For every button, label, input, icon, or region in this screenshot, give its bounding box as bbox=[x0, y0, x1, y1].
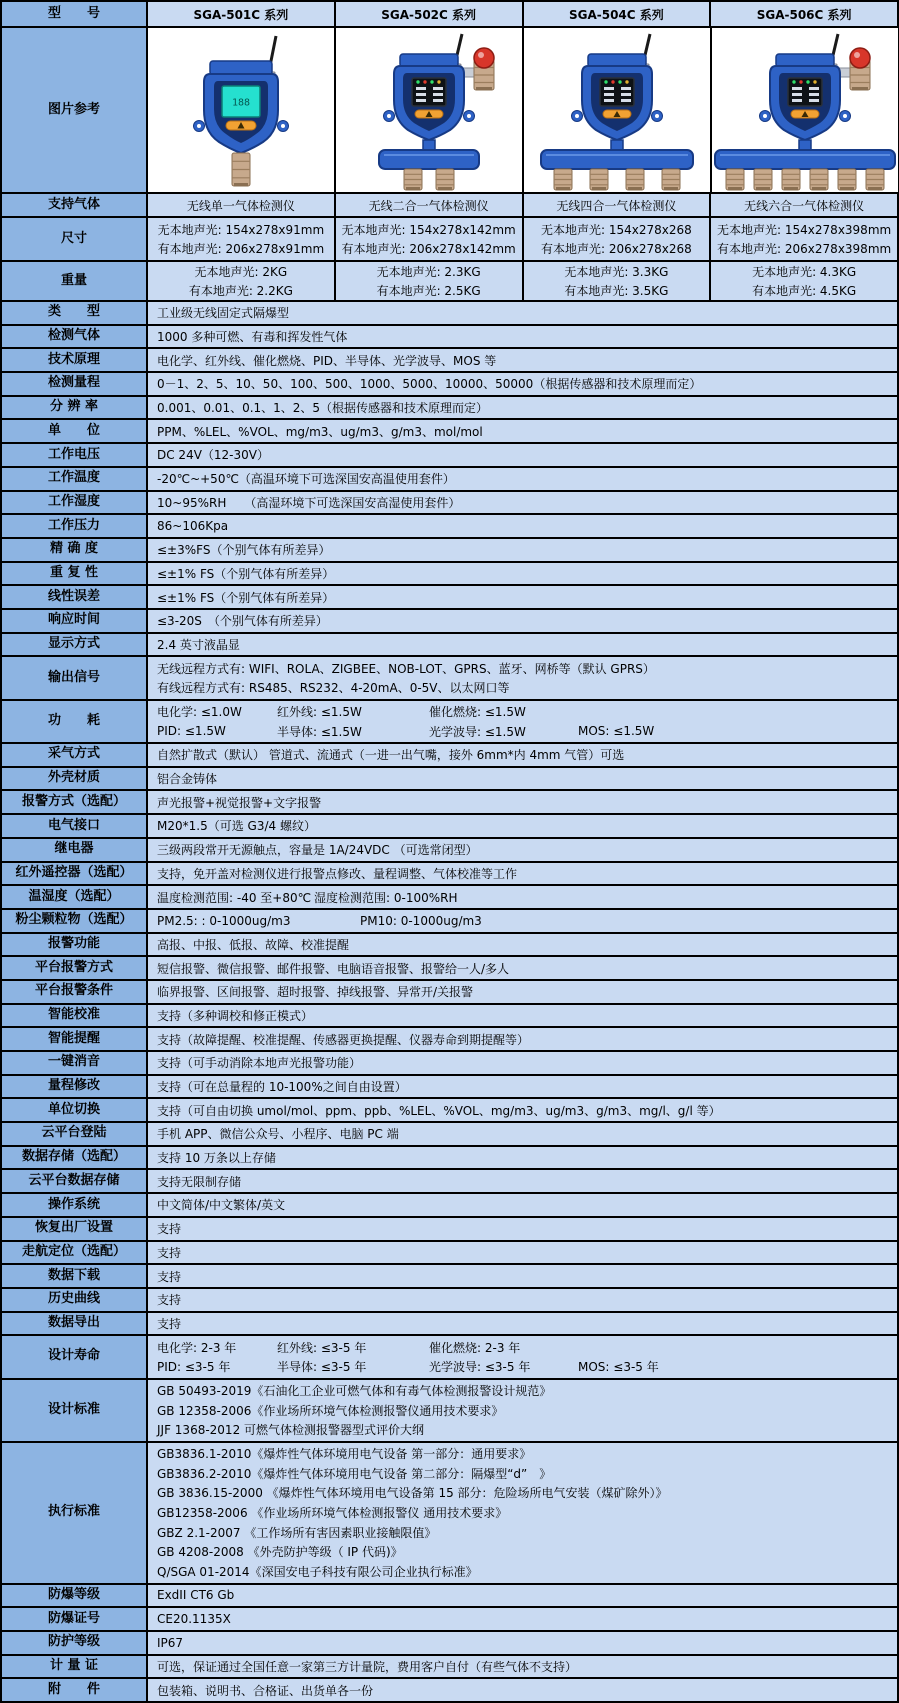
row-content bbox=[148, 1632, 897, 1654]
row-content bbox=[148, 1099, 897, 1121]
row-content bbox=[148, 373, 897, 395]
spec-text: 温度检测范围: -40 至+80℃ bbox=[157, 890, 312, 905]
spec-text: 光学波导: ≤3-5 年 bbox=[429, 1360, 531, 1375]
row-label: 检测量程 bbox=[2, 373, 148, 395]
spec-text: PM10: 0-1000ug/m3 bbox=[360, 913, 482, 928]
row-label: 继电器 bbox=[2, 839, 148, 861]
spec-row bbox=[2, 1632, 897, 1656]
spec-text: 湿度检测范围: 0-100%RH bbox=[314, 890, 458, 905]
row-label: 数据存储（选配） bbox=[2, 1147, 148, 1169]
spec-row bbox=[2, 744, 897, 768]
size-value: 无本地声光: 154x278x142mm 有本地声光: 206x278x142mm bbox=[336, 218, 524, 260]
row-label: 报警功能 bbox=[2, 934, 148, 956]
spec-row bbox=[2, 586, 897, 610]
spec-row bbox=[2, 302, 897, 326]
row-content bbox=[148, 539, 897, 561]
spec-row bbox=[2, 1289, 897, 1313]
spec-row bbox=[2, 981, 897, 1005]
model-name-sga-504c: SGA-504C 系列 bbox=[524, 2, 712, 26]
spec-text: 支持（可自由切换 umol/mol、ppm、ppb、%LEL、%VOL、mg/m3、ug/m3、g/m3、mg/l、g/l 等） bbox=[157, 1103, 721, 1118]
spec-text: 无线远程方式有: WIFI、ROLA、ZIGBEE、NOB-LOT、GPRS、蓝牙、网桥等（默认 GPRS） bbox=[157, 661, 655, 676]
spec-row bbox=[2, 1076, 897, 1100]
row-content bbox=[148, 1242, 897, 1264]
spec-text: 催化燃烧: 2-3 年 bbox=[429, 1340, 521, 1355]
support-value: 无线六合一气体检测仪 bbox=[711, 194, 897, 216]
spec-row bbox=[2, 1194, 897, 1218]
spec-text: 电化学: ≤1.0W bbox=[157, 705, 242, 720]
spec-text: PID: ≤1.5W bbox=[157, 724, 226, 739]
row-label: 防爆等级 bbox=[2, 1585, 148, 1607]
spec-row bbox=[2, 1028, 897, 1052]
spec-text: 电化学: 2-3 年 bbox=[157, 1340, 237, 1355]
spec-row bbox=[2, 492, 897, 516]
spec-text: 手机 APP、微信公众号、小程序、电脑 PC 端 bbox=[157, 1127, 399, 1142]
spec-text: M20*1.5（可选 G3/4 螺纹） bbox=[157, 819, 316, 834]
row-content bbox=[148, 815, 897, 837]
row-content bbox=[148, 1028, 897, 1050]
row-label: 执行标准 bbox=[2, 1443, 148, 1583]
spec-row bbox=[2, 444, 897, 468]
row-content bbox=[148, 981, 897, 1003]
row-label: 走航定位（选配） bbox=[2, 1242, 148, 1264]
spec-text: 声光报警+视觉报警+文字报警 bbox=[157, 795, 322, 810]
spec-row bbox=[2, 397, 897, 421]
spec-text: 2.4 英寸液晶显 bbox=[157, 637, 240, 652]
size-row bbox=[2, 218, 897, 262]
row-label: 分 辨 率 bbox=[2, 397, 148, 419]
device-image-sga-501c bbox=[148, 28, 336, 192]
row-content bbox=[148, 957, 897, 979]
row-label: 工作湿度 bbox=[2, 492, 148, 514]
spec-row bbox=[2, 815, 897, 839]
spec-text: IP67 bbox=[157, 1635, 184, 1650]
row-label: 技术原理 bbox=[2, 349, 148, 371]
spec-row bbox=[2, 563, 897, 587]
row-label: 量程修改 bbox=[2, 1076, 148, 1098]
row-content bbox=[148, 397, 897, 419]
spec-text: GB 4208-2008 《外壳防护等级（ IP 代码)》 bbox=[157, 1545, 403, 1560]
spec-text: PID: ≤3-5 年 bbox=[157, 1360, 231, 1375]
spec-text: 中文简体/中文繁体/英文 bbox=[157, 1198, 286, 1213]
row-content bbox=[148, 934, 897, 956]
row-content bbox=[148, 444, 897, 466]
spec-text: 半导体: ≤3-5 年 bbox=[277, 1360, 367, 1375]
spec-text: 三级两段常开无源触点，容量是 1A/24VDC （可选常闭型） bbox=[157, 843, 478, 858]
spec-row bbox=[2, 701, 897, 744]
row-label: 操作系统 bbox=[2, 1194, 148, 1216]
size-value: 无本地声光: 154x278x91mm 有本地声光: 206x278x91mm bbox=[148, 218, 336, 260]
spec-row bbox=[2, 1147, 897, 1171]
row-label: 历史曲线 bbox=[2, 1289, 148, 1311]
spec-text: ≤3-20S （个别气体有所差异） bbox=[157, 614, 328, 629]
spec-row bbox=[2, 349, 897, 373]
row-label: 平台报警方式 bbox=[2, 957, 148, 979]
spec-text: GB 50493-2019《石油化工企业可燃气体和有毒气体检测报警设计规范》 bbox=[157, 1383, 552, 1398]
row-content bbox=[148, 349, 897, 371]
spec-text: 有线远程方式有: RS485、RS232、4-20mA、0-5V、以太网口等 bbox=[157, 681, 510, 696]
supported-gas-row bbox=[2, 194, 897, 218]
spec-text: 可选，保证通过全国任意一家第三方计量院，费用客户自付（有些气体不支持） bbox=[157, 1659, 578, 1674]
spec-text: PPM、%LEL、%VOL、mg/m3、ug/m3、g/m3、mol/mol bbox=[157, 424, 483, 439]
row-label: 一键消音 bbox=[2, 1052, 148, 1074]
row-label: 平台报警条件 bbox=[2, 981, 148, 1003]
spec-text: 支持 bbox=[157, 1269, 182, 1284]
support-value: 无线四合一气体检测仪 bbox=[524, 194, 712, 216]
row-content bbox=[148, 839, 897, 861]
spec-text: 半导体: ≤1.5W bbox=[277, 724, 362, 739]
spec-text: ≤±3%FS（个别气体有所差异） bbox=[157, 543, 331, 558]
row-content bbox=[148, 1380, 897, 1441]
weight-value: 无本地声光: 3.3KG 有本地声光: 3.5KG bbox=[524, 262, 712, 300]
row-label: 数据导出 bbox=[2, 1313, 148, 1335]
row-content bbox=[148, 1147, 897, 1169]
spec-row bbox=[2, 1265, 897, 1289]
row-content bbox=[148, 1005, 897, 1027]
spec-row bbox=[2, 1679, 897, 1703]
row-content bbox=[148, 586, 897, 608]
row-label: 响应时间 bbox=[2, 610, 148, 632]
row-content bbox=[148, 1170, 897, 1192]
row-label: 红外遥控器（选配） bbox=[2, 863, 148, 885]
row-content bbox=[148, 1679, 897, 1701]
spec-row bbox=[2, 1608, 897, 1632]
spec-text: 短信报警、微信报警、邮件报警、电脑语音报警、报警给一人/多人 bbox=[157, 961, 510, 976]
spec-text: ≤±1% FS（个别气体有所差异） bbox=[157, 590, 335, 605]
row-content bbox=[148, 1123, 897, 1145]
device-image-sga-506c bbox=[712, 28, 898, 192]
image-reference-row bbox=[2, 28, 897, 194]
row-content bbox=[148, 610, 897, 632]
row-label: 粉尘颗粒物（选配） bbox=[2, 910, 148, 932]
row-content bbox=[148, 768, 897, 790]
spec-text: 高报、中报、低报、故障、校准提醒 bbox=[157, 937, 350, 952]
model-header-row bbox=[2, 2, 897, 28]
size-value: 无本地声光: 154x278x268 有本地声光: 206x278x268 bbox=[524, 218, 712, 260]
spec-row bbox=[2, 1123, 897, 1147]
row-content bbox=[148, 326, 897, 348]
row-content bbox=[148, 302, 897, 324]
spec-text: 支持 bbox=[157, 1293, 182, 1308]
row-content bbox=[148, 1313, 897, 1335]
spec-text: JJF 1368-2012 可燃气体检测报警器型式评价大纲 bbox=[157, 1423, 425, 1438]
row-label: 温湿度（选配） bbox=[2, 886, 148, 908]
row-content bbox=[148, 563, 897, 585]
spec-row bbox=[2, 957, 897, 981]
device-image-sga-502c bbox=[336, 28, 524, 192]
row-label-weight: 重量 bbox=[2, 262, 148, 300]
row-content bbox=[148, 791, 897, 813]
spec-text: 86~106Kpa bbox=[157, 519, 229, 534]
row-label: 计 量 证 bbox=[2, 1656, 148, 1678]
row-label: 云平台登陆 bbox=[2, 1123, 148, 1145]
row-label: 附 件 bbox=[2, 1679, 148, 1701]
spec-row bbox=[2, 839, 897, 863]
row-label: 设计标准 bbox=[2, 1380, 148, 1441]
row-label-support: 支持气体 bbox=[2, 194, 148, 216]
spec-row bbox=[2, 886, 897, 910]
row-label: 恢复出厂设置 bbox=[2, 1218, 148, 1240]
row-content bbox=[148, 657, 897, 698]
row-label: 防爆证号 bbox=[2, 1608, 148, 1630]
row-content bbox=[148, 1265, 897, 1287]
spec-text: GB 12358-2006《作业场所环境气体检测报警仪通用技术要求》 bbox=[157, 1403, 504, 1418]
spec-text: 支持 10 万条以上存储 bbox=[157, 1151, 276, 1166]
spec-row bbox=[2, 468, 897, 492]
row-label: 数据下载 bbox=[2, 1265, 148, 1287]
spec-text: 催化燃烧: ≤1.5W bbox=[429, 705, 526, 720]
spec-text: 0.001、0.01、0.1、1、2、5（根据传感器和技术原理而定） bbox=[157, 401, 489, 416]
spec-text: 支持（可手动消除本地声光报警功能） bbox=[157, 1056, 362, 1071]
row-label: 工作压力 bbox=[2, 515, 148, 537]
row-content bbox=[148, 1656, 897, 1678]
spec-row bbox=[2, 539, 897, 563]
row-label: 工作温度 bbox=[2, 468, 148, 490]
spec-row bbox=[2, 1585, 897, 1609]
model-name-sga-502c: SGA-502C 系列 bbox=[336, 2, 524, 26]
spec-row bbox=[2, 863, 897, 887]
row-content bbox=[148, 1585, 897, 1607]
spec-text: 支持（可在总量程的 10-100%之间自由设置） bbox=[157, 1080, 407, 1095]
row-content bbox=[148, 1443, 897, 1583]
weight-row bbox=[2, 262, 897, 302]
spec-text: GB3836.1-2010《爆炸性气体环境用电气设备 第一部分：通用要求》 bbox=[157, 1447, 532, 1462]
row-label: 报警方式（选配） bbox=[2, 791, 148, 813]
support-value: 无线二合一气体检测仪 bbox=[336, 194, 524, 216]
row-label: 防护等级 bbox=[2, 1632, 148, 1654]
row-content bbox=[148, 1194, 897, 1216]
spec-text: GB12358-2006 《作业场所环境气体检测报警仪 通用技术要求》 bbox=[157, 1506, 508, 1521]
row-label-size: 尺寸 bbox=[2, 218, 148, 260]
row-label: 外壳材质 bbox=[2, 768, 148, 790]
row-label-images: 图片参考 bbox=[2, 28, 148, 192]
row-content bbox=[148, 515, 897, 537]
row-content bbox=[148, 492, 897, 514]
row-content bbox=[148, 886, 897, 908]
spec-row bbox=[2, 1242, 897, 1266]
row-content bbox=[148, 863, 897, 885]
spec-text: GB 3836.15-2000 《爆炸性气体环境用电气设备第 15 部分：危险场所电气安装（煤矿除外）》 bbox=[157, 1486, 668, 1501]
spec-row bbox=[2, 1336, 897, 1379]
row-label: 智能校准 bbox=[2, 1005, 148, 1027]
row-content bbox=[148, 744, 897, 766]
spec-text: 0－1、2、5、10、50、100、500、1000、5000、10000、50000（根据传感器和技术原理而定） bbox=[157, 377, 702, 392]
row-label: 线性误差 bbox=[2, 586, 148, 608]
spec-text: GBZ 2.1-2007 《工作场所有害因素职业接触限值》 bbox=[157, 1525, 437, 1540]
spec-row bbox=[2, 934, 897, 958]
row-content bbox=[148, 420, 897, 442]
spec-row bbox=[2, 420, 897, 444]
spec-row bbox=[2, 1380, 897, 1443]
row-label: 显示方式 bbox=[2, 634, 148, 656]
spec-row bbox=[2, 1443, 897, 1585]
row-label: 云平台数据存储 bbox=[2, 1170, 148, 1192]
row-label: 工作电压 bbox=[2, 444, 148, 466]
row-content bbox=[148, 468, 897, 490]
support-value: 无线单一气体检测仪 bbox=[148, 194, 336, 216]
spec-text: 支持 bbox=[157, 1222, 182, 1237]
row-label: 精 确 度 bbox=[2, 539, 148, 561]
spec-text: 铝合金铸体 bbox=[157, 772, 218, 787]
spec-row bbox=[2, 610, 897, 634]
spec-row bbox=[2, 1218, 897, 1242]
spec-row bbox=[2, 515, 897, 539]
spec-text: CE20.1135X bbox=[157, 1612, 231, 1627]
spec-text: ≤±1% FS（个别气体有所差异） bbox=[157, 566, 335, 581]
spec-row bbox=[2, 1005, 897, 1029]
row-label-model: 型 号 bbox=[2, 2, 148, 26]
spec-text: PM2.5: : 0-1000ug/m3 bbox=[157, 913, 291, 928]
spec-text: ExdII CT6 Gb bbox=[157, 1588, 235, 1603]
spec-text: 红外线: ≤1.5W bbox=[277, 705, 362, 720]
spec-text: 10~95%RH （高湿环境下可选深国安高湿使用套件） bbox=[157, 495, 461, 510]
spec-row bbox=[2, 326, 897, 350]
spec-row bbox=[2, 1170, 897, 1194]
row-label: 功 耗 bbox=[2, 701, 148, 742]
row-content bbox=[148, 701, 897, 742]
weight-value: 无本地声光: 2.3KG 有本地声光: 2.5KG bbox=[336, 262, 524, 300]
row-content bbox=[148, 910, 897, 932]
row-label: 单位切换 bbox=[2, 1099, 148, 1121]
device-image-sga-504c bbox=[524, 28, 712, 192]
spec-row bbox=[2, 373, 897, 397]
row-content bbox=[148, 1052, 897, 1074]
weight-value: 无本地声光: 4.3KG 有本地声光: 4.5KG bbox=[711, 262, 897, 300]
row-content bbox=[148, 1289, 897, 1311]
spec-row bbox=[2, 768, 897, 792]
model-name-sga-501c: SGA-501C 系列 bbox=[148, 2, 336, 26]
spec-row bbox=[2, 791, 897, 815]
spec-text: 支持（多种调校和修正模式） bbox=[157, 1008, 314, 1023]
row-content bbox=[148, 1218, 897, 1240]
spec-text: 临界报警、区间报警、超时报警、掉线报警、异常开/关报警 bbox=[157, 985, 474, 1000]
row-label: 类 型 bbox=[2, 302, 148, 324]
spec-text: 电化学、红外线、催化燃烧、PID、半导体、光学波导、MOS 等 bbox=[157, 353, 497, 368]
spec-text: 支持（故障提醒、校准提醒、传感器更换提醒、仪器寿命到期提醒等） bbox=[157, 1032, 530, 1047]
row-label: 检测气体 bbox=[2, 326, 148, 348]
weight-value: 无本地声光: 2KG 有本地声光: 2.2KG bbox=[148, 262, 336, 300]
row-content bbox=[148, 1608, 897, 1630]
row-label: 输出信号 bbox=[2, 657, 148, 698]
spec-row bbox=[2, 657, 897, 700]
spec-text: Q/SGA 01-2014《深国安电子科技有限公司企业执行标准》 bbox=[157, 1565, 478, 1580]
spec-text: DC 24V（12-30V） bbox=[157, 448, 269, 463]
spec-text: GB3836.2-2010《爆炸性气体环境用电气设备 第二部分：隔爆型“d” 》 bbox=[157, 1466, 552, 1481]
spec-text: 包装箱、说明书、合格证、出货单各一份 bbox=[157, 1683, 374, 1698]
spec-text: MOS: ≤3-5 年 bbox=[578, 1360, 659, 1375]
spec-row bbox=[2, 1656, 897, 1680]
spec-text: 支持 bbox=[157, 1245, 182, 1260]
spec-text: 1000 多种可燃、有毒和挥发性气体 bbox=[157, 330, 348, 345]
spec-text: 红外线: ≤3-5 年 bbox=[277, 1340, 367, 1355]
spec-text: 支持，免开盖对检测仪进行报警点修改、量程调整、气体校准等工作 bbox=[157, 866, 518, 881]
spec-text: 工业级无线固定式隔爆型 bbox=[157, 306, 290, 321]
spec-row bbox=[2, 634, 897, 658]
svg-text:188: 188 bbox=[231, 97, 251, 109]
spec-text: -20℃~+50℃（高温环境下可选深国安高温使用套件） bbox=[157, 472, 455, 487]
row-content bbox=[148, 634, 897, 656]
row-content bbox=[148, 1336, 897, 1377]
spec-text: 自然扩散式（默认） 管道式、流通式（一进一出气嘴，接外 6mm*内 4mm 气管）可选 bbox=[157, 748, 625, 763]
row-label: 智能提醒 bbox=[2, 1028, 148, 1050]
model-name-sga-506c: SGA-506C 系列 bbox=[711, 2, 897, 26]
spec-row bbox=[2, 1052, 897, 1076]
row-label: 重 复 性 bbox=[2, 563, 148, 585]
spec-text: 支持 bbox=[157, 1316, 182, 1331]
row-label: 采气方式 bbox=[2, 744, 148, 766]
spec-text: 光学波导: ≤1.5W bbox=[429, 724, 526, 739]
spec-row bbox=[2, 1099, 897, 1123]
spec-row bbox=[2, 1313, 897, 1337]
row-content bbox=[148, 1076, 897, 1098]
size-value: 无本地声光: 154x278x398mm 有本地声光: 206x278x398mm bbox=[711, 218, 897, 260]
row-label: 设计寿命 bbox=[2, 1336, 148, 1377]
row-label: 单 位 bbox=[2, 420, 148, 442]
spec-row bbox=[2, 910, 897, 934]
row-label: 电气接口 bbox=[2, 815, 148, 837]
spec-text: MOS: ≤1.5W bbox=[578, 724, 655, 739]
spec-text: 支持无限制存储 bbox=[157, 1174, 242, 1189]
